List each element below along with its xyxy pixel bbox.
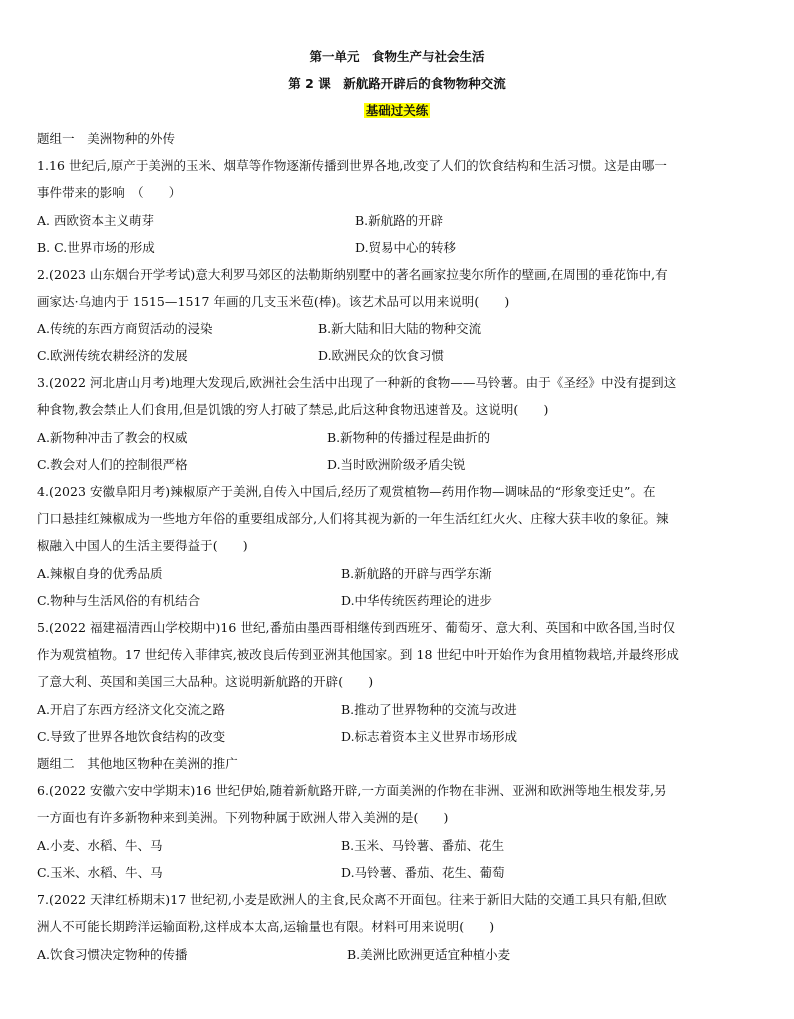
option-d: D.中华传统医药理论的进步 bbox=[341, 593, 493, 608]
option-a: A.小麦、水稻、牛、马 bbox=[37, 838, 163, 853]
question-line: 种食物,教会禁止人们食用,但是饥饿的穷人打破了禁忌,此后这种食物迅速普及。这说明( ) bbox=[37, 402, 549, 417]
question-line: 5.(2022 福建福清西山学校期中)16 世纪,番茄由墨西哥相继传到西班牙、葡萄牙、意大利、英国和中欧各国,当时仅 bbox=[37, 620, 676, 635]
option-c: C.教会对人们的控制很严格 bbox=[37, 457, 188, 472]
option-b: B.新航路的开辟与西学东渐 bbox=[341, 566, 492, 581]
question-line: 4.(2023 安徽阜阳月考)辣椒原产于美洲,自传入中国后,经历了观赏植物—药用作物—调味品的“形象变迁史”。在 bbox=[37, 484, 656, 499]
question-line: 3.(2022 河北唐山月考)地理大发现后,欧洲社会生活中出现了一种新的食物——马铃薯。由于《圣经》中没有提到这 bbox=[37, 375, 677, 390]
option-c: C.导致了世界各地饮食结构的改变 bbox=[37, 729, 226, 744]
option-d: D.标志着资本主义世界市场形成 bbox=[341, 729, 518, 744]
question-line: 画家达·乌迪内于 1515—1517 年画的几支玉米苞(棒)。该艺术品可以用来说明( ) bbox=[37, 294, 510, 309]
question-line: 洲人不可能长期跨洋运输面粉,这样成本太高,运输量也有限。材料可用来说明( ) bbox=[37, 919, 495, 934]
question-line: 一方面也有许多新物种来到美洲。下列物种属于欧洲人带入美洲的是( ) bbox=[37, 810, 449, 825]
option-b: B.新物种的传播过程是曲折的 bbox=[327, 430, 491, 445]
question-line: 门口悬挂红辣椒成为一些地方年俗的重要组成部分,人们将其视为新的一年生活红红火火、庄稼大获丰收的象征。辣 bbox=[37, 511, 669, 526]
unit-title: 第一单元 食物生产与社会生活 bbox=[309, 49, 485, 64]
option-a: A.辣椒自身的优秀品质 bbox=[37, 566, 163, 581]
question-line: 事件带来的影响 （ ） bbox=[37, 185, 182, 200]
question-line: 了意大利、英国和美国三大品种。这说明新航路的开辟( ) bbox=[37, 674, 374, 689]
option-d: D.贸易中心的转移 bbox=[355, 240, 457, 255]
question-line: 1.16 世纪后,原产于美洲的玉米、烟草等作物逐渐传播到世界各地,改变了人们的饮食结构和生活习惯。这是由哪一 bbox=[37, 158, 667, 173]
option-a: A.饮食习惯决定物种的传播 bbox=[37, 947, 188, 962]
option-a: A.传统的东西方商贸活动的浸染 bbox=[37, 321, 213, 336]
option-a: A.开启了东西方经济文化交流之路 bbox=[37, 702, 226, 717]
option-c: B. C.世界市场的形成 bbox=[37, 240, 155, 255]
option-b: B.新航路的开辟 bbox=[355, 213, 444, 228]
section-title: 题组一 美洲物种的外传 bbox=[37, 131, 176, 146]
option-b: B.玉米、马铃薯、番茄、花生 bbox=[341, 838, 505, 853]
question-line: 2.(2023 山东烟台开学考试)意大利罗马郊区的法勒斯纳别墅中的著名画家拉斐尔所作的壁画,在周围的垂花饰中,有 bbox=[37, 267, 668, 282]
option-a: A.新物种冲击了教会的权威 bbox=[37, 430, 188, 445]
option-b: B.美洲比欧洲更适宜种植小麦 bbox=[347, 947, 511, 962]
option-c: C.欧洲传统农耕经济的发展 bbox=[37, 348, 188, 363]
question-line: 6.(2022 安徽六安中学期末)16 世纪伊始,随着新航路开辟,一方面美洲的作物在非洲、亚洲和欧洲等地生根发芽,另 bbox=[37, 783, 667, 798]
option-c: C.玉米、水稻、牛、马 bbox=[37, 865, 163, 880]
question-line: 作为观赏植物。17 世纪传入菲律宾,被改良后传到亚洲其他国家。到 18 世纪中叶开始作为食用植物栽培,并最终形成 bbox=[37, 647, 679, 662]
lesson-title: 第 2 课 新航路开辟后的食物物种交流 bbox=[288, 76, 506, 91]
option-d: D.当时欧洲阶级矛盾尖锐 bbox=[327, 457, 466, 472]
section-title: 题组二 其他地区物种在美洲的推广 bbox=[37, 756, 238, 771]
option-d: D.欧洲民众的饮食习惯 bbox=[318, 348, 445, 363]
option-a: A. 西欧资本主义萌芽 bbox=[37, 213, 154, 228]
option-d: D.马铃薯、番茄、花生、葡萄 bbox=[341, 865, 505, 880]
question-line: 椒融入中国人的生活主要得益于( ) bbox=[37, 538, 248, 553]
question-line: 7.(2022 天津红桥期末)17 世纪初,小麦是欧洲人的主食,民众离不开面包。往来于新旧大陆的交通工具只有船,但欧 bbox=[37, 892, 667, 907]
badge-wrap bbox=[0, 101, 794, 119]
option-c: C.物种与生活风俗的有机结合 bbox=[37, 593, 201, 608]
option-b: B.推动了世界物种的交流与改进 bbox=[341, 702, 517, 717]
option-b: B.新大陆和旧大陆的物种交流 bbox=[318, 321, 482, 336]
section-badge: 基础过关练 bbox=[365, 103, 429, 118]
